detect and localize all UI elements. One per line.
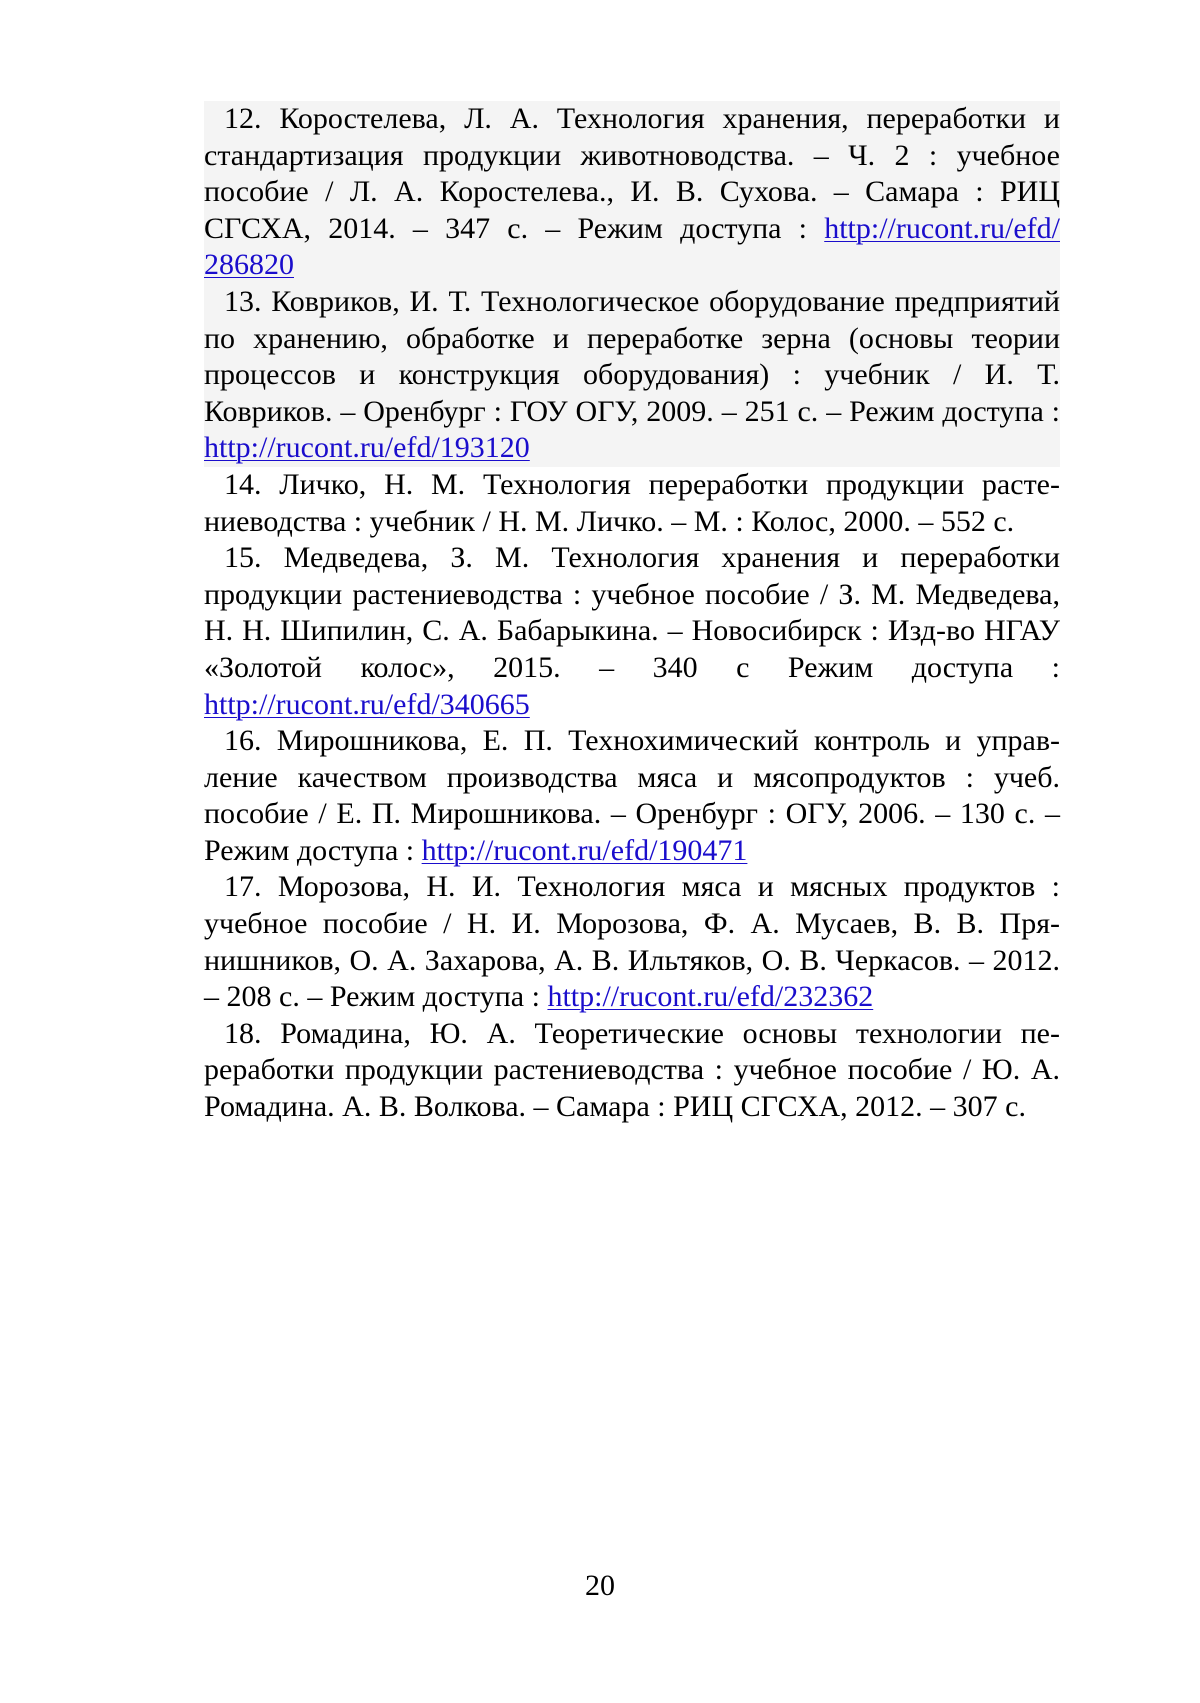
reference-text: 12. Коростелева, Л. А. Технология хранения, переработки и стандартизация продукции животноводства. – Ч. 2 : учебное пособие / Л. А. Коростелева., И. В. Сухова. – Самара : РИЦ СГСХА, 2014. – 347 с. – Режим доступа :	[204, 102, 1060, 245]
reference-link[interactable]: http://rucont.ru/efd/190471	[422, 834, 748, 867]
reference-link[interactable]: http://rucont.ru/efd/340665	[204, 688, 530, 721]
reference-link[interactable]: http://rucont.ru/efd/​286820	[204, 212, 1060, 282]
reference-link[interactable]: http://rucont.ru/efd/232362	[547, 980, 873, 1013]
reference-text: 14. Личко, Н. М. Технология переработки продукции расте­ниеводства : учебник / Н. М. Личко. – М. : Колос, 2000. – 552 с.	[204, 468, 1060, 538]
page-number: 20	[0, 1568, 1200, 1604]
reference-link[interactable]: http://rucont.ru/efd/193120	[204, 431, 530, 464]
reference-item	[204, 1016, 1060, 1126]
reference-item	[204, 101, 1060, 284]
reference-item	[204, 284, 1060, 467]
reference-text: 16. Мирошникова, Е. П. Технохимический контроль и управ­ление качеством производства мяса и мясопродуктов : учеб. пособие / Е. П. Мирошникова. – Оренбург : ОГУ, 2006. – 130 с. – Режим доступа :	[204, 724, 1060, 867]
reference-text: 13. Ковриков, И. Т. Технологическое оборудование предпри­ятий по хранению, обработке и переработке зерна (основы теории процессов и конструкция оборудования) : учебник / И. Т. Ковриков. – Оренбург : ГОУ ОГУ, 2009. – 251 с. – Режим доступа :	[204, 285, 1060, 428]
reference-item	[204, 869, 1060, 1015]
reference-text: 18. Ромадина, Ю. А. Теоретические основы технологии пе­реработки продукции растениеводства : учебное пособие / Ю. А. Ромадина. А. В. Волкова. – Самара : РИЦ СГСХА, 2012. – 307 с.	[204, 1017, 1060, 1123]
reference-item	[204, 723, 1060, 869]
reference-text: 17. Морозова, Н. И. Технология мяса и мясных продуктов : учебное пособие / Н. И. Морозова, Ф. А. Мусаев, В. В. Пря­нишников, О. А. Захарова, А. В. Ильтяков, О. В. Черкасов. – 2012. – 208 с. – Режим доступа :	[204, 870, 1060, 1013]
reference-item	[204, 540, 1060, 723]
reference-item	[204, 467, 1060, 540]
reference-text: 15. Медведева, З. М. Технология хранения и переработки продукции растениеводства : учебное пособие / З. М. Медве­дева, Н. Н. Шипилин, С. А. Бабарыкина. – Новосибирск : Изд-во НГАУ «Золотой колос», 2015. – 340 с Режим доступа :	[204, 541, 1060, 684]
reference-list	[204, 101, 1060, 1126]
